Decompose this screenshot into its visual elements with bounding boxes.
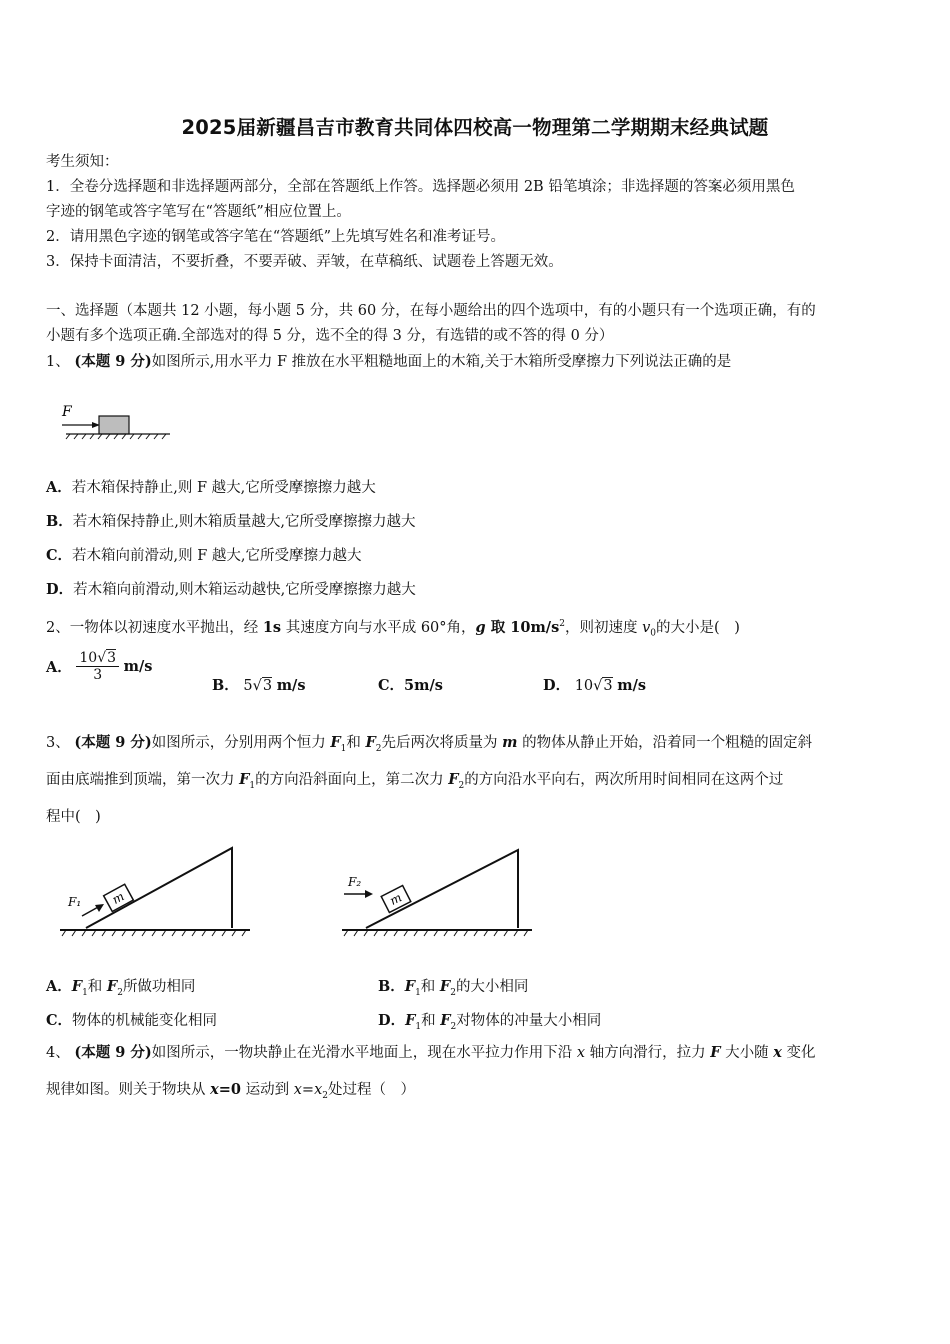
q3-line2-f1-sub: 1	[249, 780, 256, 791]
q2-option-c[interactable]	[378, 674, 443, 695]
question-1-stem	[46, 352, 906, 372]
q3-line2-f1: F	[239, 771, 250, 788]
q3-a-f2: F	[106, 978, 118, 995]
q2-option-a[interactable]	[46, 650, 152, 683]
q3-a-and: 和	[87, 979, 107, 995]
q3-line2-f2-sub: 2	[458, 780, 465, 791]
q3-a-f1: F	[71, 978, 83, 995]
q4-x2: x	[773, 1044, 782, 1061]
q2-text-f: ，则初速度	[564, 619, 643, 636]
q3-b-f2-sub: 2	[450, 987, 456, 998]
q2-d-radicand: 3	[603, 678, 613, 694]
q2-option-d-label: D．	[543, 677, 571, 694]
q3-line2-f2: F	[448, 771, 459, 788]
q3-option-d[interactable]	[378, 1009, 601, 1032]
notice-item-1: 1．全卷分选择题和非选择题两部分，全部在答题纸上作答。选择题必须用 2B 铅笔填涂；非选择题的答案必须用黑色	[46, 179, 795, 195]
question-4-stem-line-1	[46, 1043, 906, 1063]
q3-and: 和	[346, 735, 366, 751]
q3-b-tail: 的大小相同	[455, 979, 529, 995]
q2-a-numerator: 10	[79, 650, 98, 666]
page-title: 2025届新疆昌吉市教育共同体四校高一物理第二学期期末经典试题	[181, 116, 769, 139]
q1-option-d[interactable]	[46, 580, 906, 600]
q3-f2-sub: 2	[375, 743, 382, 754]
q2-text-c: 其速度方向与水平成 60°角，	[281, 619, 476, 636]
notice-heading: 考生须知：	[46, 154, 119, 170]
q3-b-f2: F	[439, 978, 451, 995]
q1-option-c[interactable]	[46, 546, 906, 566]
q3-text-d: 的物体从静止开始，沿着同一个粗糙的固定斜	[517, 735, 813, 751]
q2-option-d[interactable]: D． 10√3 m/s	[543, 677, 647, 694]
q3-figure-incline-parallel-force	[56, 842, 256, 944]
q4-line2-e: 处过程（ ）	[328, 1082, 415, 1098]
q1-figure-box-on-ground	[56, 402, 176, 444]
q4-text-d: 变化	[781, 1045, 816, 1061]
q1-score: (本题 9 分)	[74, 353, 152, 370]
question-3-stem-line-2	[46, 770, 906, 796]
q2-option-a-unit: m/s	[123, 658, 153, 675]
q1-box-shape	[99, 416, 129, 434]
q1-option-d-label: D．	[46, 581, 74, 598]
q2-option-a-label: A．	[46, 659, 72, 676]
q3-figure-incline-horizontal-force	[338, 842, 538, 944]
q3-fig1-force-label: F₁	[68, 895, 82, 909]
q3-option-c[interactable]	[46, 1009, 217, 1030]
notice-item-1-cont: 字迹的钢笔或答字笔写在“答题纸”相应位置上。	[46, 204, 351, 220]
q1-number: 1、	[46, 354, 70, 370]
notice-item-2: 2．请用黑色字迹的钢笔或答字笔在“答题纸”上先填写姓名和准考证号。	[46, 229, 506, 245]
q3-a-tail: 所做功相同	[122, 979, 196, 995]
q3-f1: F	[330, 734, 341, 751]
q3-line2-a: 面由底端推到顶端，第一次力	[46, 772, 240, 788]
section-instructions-cont: 小题有多个选项正确.全部选对的得 5 分，选不全的得 3 分，有选错的或不答的得 0 分）	[46, 328, 614, 344]
q1-option-a-label: A．	[46, 479, 72, 496]
q4-x: x	[576, 1045, 586, 1061]
q2-option-c-label: C．	[378, 677, 405, 694]
q4-line2-x: x	[210, 1081, 219, 1098]
q4-line2-x3: x	[314, 1082, 323, 1098]
q1-text: 如图所示,用水平力 F 推放在水平粗糙地面上的木箱,关于木箱所受摩擦力下列说法正确的是	[151, 354, 732, 370]
q3-line2-c: 的方向沿水平向右，两次所用时间相同在这两个过	[464, 772, 784, 788]
q3-option-a[interactable]	[46, 975, 195, 998]
q1-option-c-label: C．	[46, 547, 73, 564]
q3-a-f1-sub: 1	[82, 987, 88, 998]
q3-number: 3、	[46, 735, 70, 751]
q4-line2-x2: x	[293, 1082, 302, 1098]
question-4-stem-line-2	[46, 1080, 906, 1106]
q2-sup: 2	[559, 619, 565, 629]
q3-score: (本题 9 分)	[74, 734, 152, 751]
q2-g: g	[475, 618, 486, 636]
q2-text-a: 一物体以初速度水平抛出，经	[69, 619, 263, 636]
q3-f2: F	[365, 734, 376, 751]
q1-option-c-text: 若木箱向前滑动,则 F 越大,它所受摩擦力越大	[72, 548, 362, 564]
q3-f1-sub: 1	[340, 743, 347, 754]
q1-option-a-text: 若木箱保持静止,则 F 越大,它所受摩擦擦力越大	[71, 480, 376, 496]
q2-b-coef: 5	[243, 678, 253, 694]
section-instructions: 一、选择题（本题共 12 小题，每小题 5 分，共 60 分，在每小题给出的四个选项中，有的小题只有一个选项正确，有的	[46, 303, 816, 319]
q2-option-d-unit: m/s	[617, 677, 647, 694]
q3-b-and: 和	[420, 979, 440, 995]
q3-b-f1-sub: 1	[415, 987, 421, 998]
q4-line2-a: 规律如图。则关于物块从	[46, 1082, 211, 1098]
question-3-stem-line-3: 程中( )	[46, 809, 101, 825]
q1-option-b-label: B．	[46, 513, 73, 530]
q2-option-b-label: B．	[212, 677, 239, 694]
q3-fig2-force-label: F₂	[348, 875, 362, 889]
q4-number: 4、	[46, 1045, 70, 1061]
q4-text-b: 轴方向滑行，拉力	[585, 1045, 711, 1061]
q3-option-c-text: 物体的机械能变化相同	[72, 1013, 218, 1029]
q2-text-g: 的大小是( )	[656, 619, 740, 636]
q3-option-b-label: B．	[378, 978, 405, 995]
q4-line2-sub: 2	[322, 1090, 328, 1101]
q3-option-a-label: A．	[46, 978, 72, 995]
q3-text-c: 先后两次将质量为	[381, 735, 503, 751]
notice-item-3: 3．保持卡面清洁，不要折叠，不要弄破、弄皱，在草稿纸、试题卷上答题无效。	[46, 254, 563, 270]
q2-option-a-fraction: $\frac{10√3}{3}$	[76, 650, 119, 683]
q2-option-b-unit: m/s	[276, 677, 306, 694]
q2-v: v	[642, 619, 651, 636]
q3-mass: m	[502, 734, 518, 751]
q1-option-a[interactable]	[46, 478, 906, 498]
q4-f: F	[710, 1044, 721, 1061]
q3-b-f1: F	[404, 978, 416, 995]
q4-line2-b: =0	[218, 1081, 242, 1098]
q3-option-d-label: D．	[378, 1012, 406, 1029]
q1-option-b[interactable]	[46, 512, 906, 532]
q3-d-f2: F	[440, 1012, 451, 1029]
q1-figure-force-label: F	[62, 404, 72, 420]
q3-d-f2-sub: 2	[450, 1021, 457, 1032]
q3-text: 如图所示，分别用两个恒力	[151, 735, 331, 751]
q3-option-c-label: C．	[46, 1012, 73, 1029]
q2-a-denominator: 3	[76, 666, 119, 683]
question-3-stem-line-1	[46, 733, 906, 759]
q2-b-radicand: 3	[262, 678, 273, 694]
q3-d-f1: F	[405, 1012, 416, 1029]
q3-a-f2-sub: 2	[117, 987, 123, 998]
question-2-stem	[46, 614, 906, 644]
q3-d-tail: 对物体的冲量大小相同	[456, 1013, 602, 1029]
q2-time: 1s	[262, 618, 282, 636]
q3-d-f1-sub: 1	[415, 1021, 422, 1032]
q2-option-b[interactable]: B． 5√3 m/s	[212, 677, 306, 694]
q3-option-b[interactable]	[378, 975, 528, 998]
q4-text-a: 如图所示，一物块静止在光滑水平地面上，现在水平拉力作用下沿	[151, 1045, 577, 1061]
q4-line2-c: 运动到	[241, 1082, 294, 1098]
q4-line2-d: =	[301, 1082, 315, 1098]
q3-line2-b: 的方向沿斜面向上，第二次力	[255, 772, 449, 788]
q3-d-and: 和	[421, 1013, 441, 1029]
q2-option-c-text: 5m/s	[404, 677, 443, 694]
q3-fig1-mass-label: m	[109, 889, 127, 907]
q3-fig2-mass-label: m	[387, 890, 404, 908]
q2-sub: 0	[650, 628, 657, 639]
q2-a-radicand: 3	[107, 650, 117, 666]
q1-option-d-text: 若木箱向前滑动,则木箱运动越快,它所受摩擦擦力越大	[73, 582, 416, 598]
q2-g-value: 取 10m/s	[485, 618, 560, 636]
q4-score: (本题 9 分)	[74, 1044, 152, 1061]
q4-text-c: 大小随	[720, 1045, 774, 1061]
q2-number: 2、	[46, 619, 70, 636]
q1-option-b-text: 若木箱保持静止,则木箱质量越大,它所受摩擦擦力越大	[72, 514, 416, 530]
q2-d-coef: 10	[574, 678, 594, 694]
